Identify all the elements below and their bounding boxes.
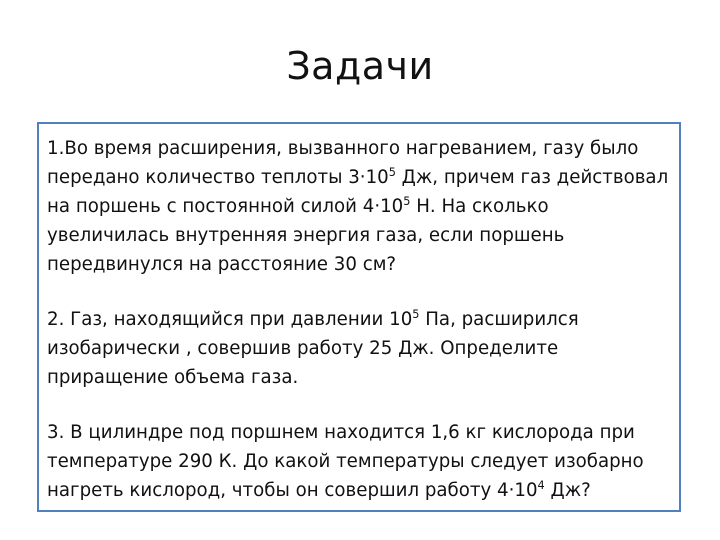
slide-title: Задачи [286,44,434,88]
problem-2-text-a: 2. Газ, находящийся при давлении 10 [47,309,413,330]
problem-3-text-a: 3. В цилиндре под поршнем находится 1,6 кг кислорода при температуре 290 К. До какой температуры следует изобарно нагреть кислород, чтобы он совершил работу 4·10 [47,422,644,501]
problems-box [37,122,681,512]
problem-3-text-b: Дж? [544,480,591,501]
problem-1-exponent-a: 5 [388,165,396,179]
problem-2-exponent: 5 [412,307,420,321]
problem-3 [47,418,671,505]
problem-1-exponent-b: 5 [403,194,411,208]
problem-1 [47,134,671,279]
problem-2-text-b: Па, расширился изобарически , совершив работу 25 Дж. Определите приращение объема газа. [47,309,579,388]
problem-2 [47,305,671,392]
problem-1-text-a: 1.Во время расширения, вызванного нагреванием, газу было передано количество теплоты 3·10 [47,138,639,188]
problem-3-exponent: 4 [537,478,545,492]
problem-1-text-b: Дж, причем газ действовал на поршень с постоянной силой 4·10 [47,167,669,217]
problem-1-text-c: Н. На сколько увеличилась внутренняя энергия газа, если поршень передвинулся на расстояние 30 см? [47,196,565,275]
